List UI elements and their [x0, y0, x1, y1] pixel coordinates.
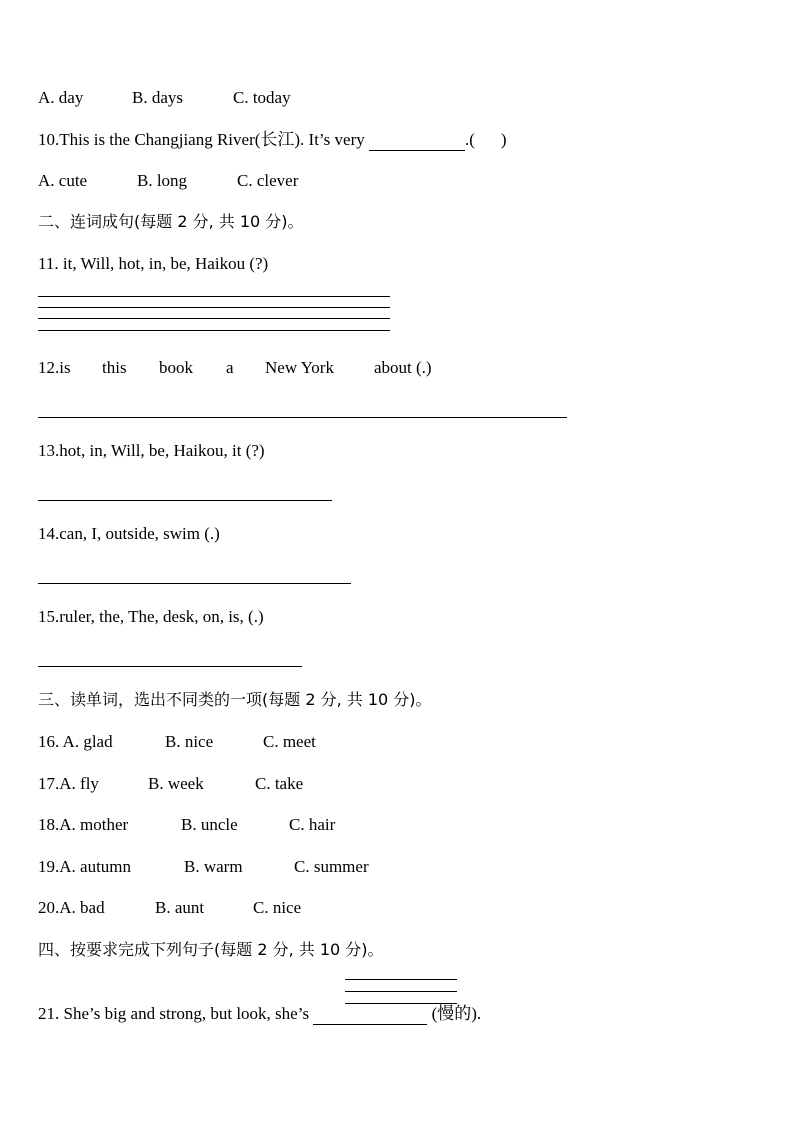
q16-row	[38, 732, 316, 752]
q10-close: )	[500, 130, 507, 149]
q16-option-a: 16. A. glad	[38, 732, 113, 751]
q17-option-c: C. take	[255, 774, 304, 793]
q9-option-c: C. today	[233, 88, 291, 107]
q10-stem: 10.This is the Changjiang River(长江). It’s very	[38, 130, 365, 149]
q19-option-b: B. warm	[184, 857, 243, 876]
q19-option-a: 19.A. autumn	[38, 857, 132, 876]
q21-hint: (慢的).	[431, 1004, 482, 1023]
q16-option-b: B. nice	[165, 732, 214, 751]
q9-options	[38, 88, 291, 108]
q18-option-c: C. hair	[289, 815, 336, 834]
q15-answer-line[interactable]	[38, 666, 302, 667]
q13-prompt: 13.hot, in, Will, be, Haikou, it (?)	[38, 441, 265, 460]
q12-prompt	[38, 358, 432, 378]
q10-option-c: C. clever	[237, 171, 299, 190]
q19-option-c: C. summer	[294, 857, 369, 876]
q10-answer-blank[interactable]	[369, 130, 465, 151]
q13-answer-line[interactable]	[38, 500, 332, 501]
q21-answer-blank[interactable]	[313, 1004, 427, 1025]
q12-word: about (.)	[374, 358, 432, 377]
q14-prompt: 14.can, I, outside, swim (.)	[38, 524, 220, 543]
q11-prompt: 11. it, Will, hot, in, be, Haikou (?)	[38, 254, 269, 273]
q18-option-a: 18.A. mother	[38, 815, 129, 834]
section-2-heading: 二、连词成句(每题 2 分, 共 10 分)。	[38, 212, 304, 231]
q11-answer-line-2[interactable]	[38, 307, 390, 308]
q11-answer-line-1[interactable]	[38, 296, 390, 297]
q20-option-c: C. nice	[253, 898, 302, 917]
q9-option-a: A. day	[38, 88, 84, 107]
section-3-heading: 三、读单词，选出不同类的一项(每题 2 分, 共 10 分)。	[38, 690, 432, 709]
q9-option-b: B. days	[132, 88, 183, 107]
q12-word: a	[226, 358, 234, 377]
q12-answer-line[interactable]	[38, 417, 567, 418]
q10-stem-line	[38, 130, 507, 151]
q12-word: 12.is	[38, 358, 71, 377]
q20-row	[38, 898, 301, 918]
q15-prompt: 15.ruler, the, The, desk, on, is, (.)	[38, 607, 264, 626]
q12-word: New York	[265, 358, 334, 377]
q10-options	[38, 171, 298, 191]
q20-option-a: 20.A. bad	[38, 898, 105, 917]
q10-end: .(	[464, 130, 475, 149]
q18-row	[38, 815, 335, 835]
q10-option-a: A. cute	[38, 171, 88, 190]
q20-option-b: B. aunt	[155, 898, 205, 917]
q14-answer-line[interactable]	[38, 583, 351, 584]
q11-answer-line-3[interactable]	[38, 318, 390, 319]
q19-row	[38, 857, 369, 877]
q12-word: this	[102, 358, 127, 377]
q21-prompt	[38, 1004, 481, 1025]
q10-choice-blank[interactable]	[475, 130, 501, 150]
q11-answer-line-4[interactable]	[38, 330, 390, 331]
q21-answer-line-2[interactable]	[345, 991, 457, 992]
q17-option-b: B. week	[148, 774, 204, 793]
q18-option-b: B. uncle	[181, 815, 238, 834]
q21-answer-line-1[interactable]	[345, 979, 457, 980]
q10-option-b: B. long	[137, 171, 188, 190]
q17-row	[38, 774, 303, 794]
section-4-heading: 四、按要求完成下列句子(每题 2 分, 共 10 分)。	[38, 940, 384, 959]
q16-option-c: C. meet	[263, 732, 316, 751]
q17-option-a: 17.A. fly	[38, 774, 99, 793]
q21-stem: 21. She’s big and strong, but look, she’s	[38, 1004, 310, 1023]
q12-word: book	[159, 358, 193, 377]
